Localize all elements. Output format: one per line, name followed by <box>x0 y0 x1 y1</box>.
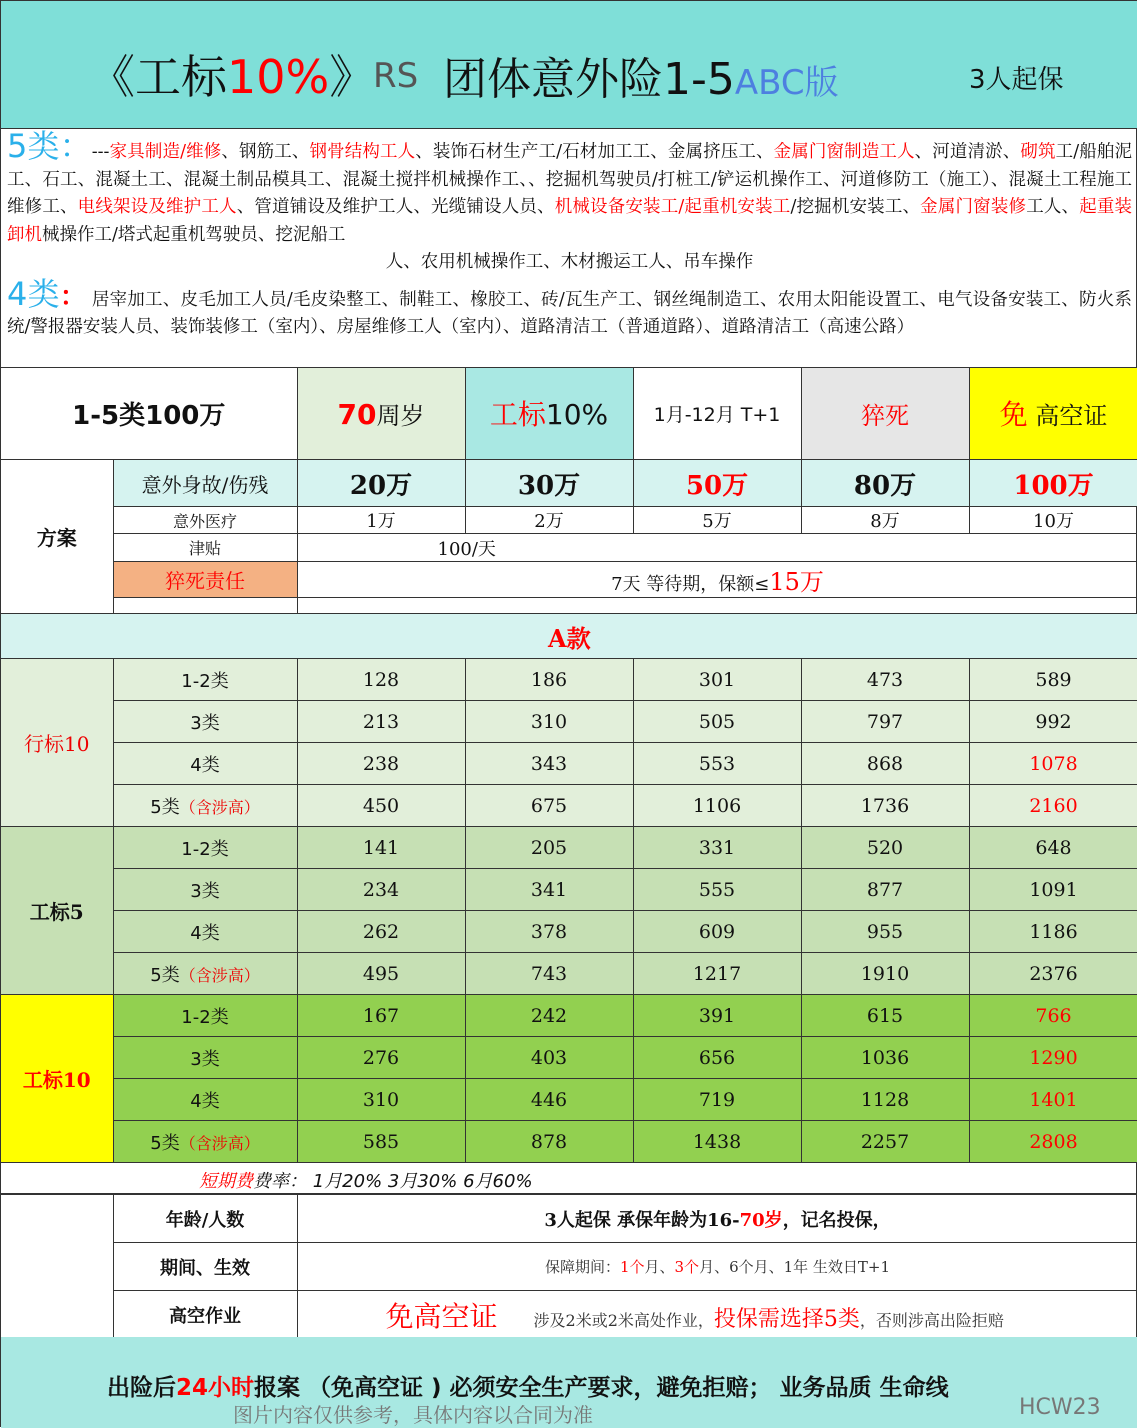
coverage-summary: 1-5类100万 <box>1 368 297 459</box>
premium-cell: 1290 <box>969 1037 1137 1079</box>
class-label <box>113 953 297 995</box>
premium-cell: 743 <box>465 953 633 995</box>
class5-list: 5类：---家具制造/维修、钢筋工、钢骨结构工人、装饰石材生产工/石材加工工、金属挤压工、金属门窗制造工人、河道清淤、砌筑工/船舶泥工、石工、混凝土工、混凝土制品模具工、混凝土搅拌机械操作工、、挖掘机驾驶员/打桩工/铲运机操作工、河道修防工（施工）、混凝土工程施工维修工、电线架设及维护工人、管道铺设及维护工人、光缆铺设人员、机械设备安装工/起重机安装工/挖掘机安装工、金属门窗装修工人、起重装卸机械操作工/塔式起重机驾驶员、挖泥船工 <box>7 127 1133 245</box>
premium-cell: 878 <box>465 1121 633 1163</box>
premium-cell: 213 <box>297 701 465 743</box>
table-row <box>1 743 1137 785</box>
class-label <box>113 1121 297 1163</box>
group-label: 行标10 <box>1 659 113 827</box>
sudden-death-terms: 7天 等待期，保额≤15万 <box>297 562 1137 598</box>
table-row <box>1 659 1137 701</box>
premium-cell: 1217 <box>633 953 801 995</box>
brand-rs: RS <box>373 56 419 96</box>
table-row <box>1 995 1137 1037</box>
class-label <box>113 659 297 701</box>
premium-cell: 276 <box>297 1037 465 1079</box>
class-name: 4类 <box>190 922 220 944</box>
class-label <box>113 995 297 1037</box>
table-row <box>1 1079 1137 1121</box>
class-name: 5类 <box>150 796 180 818</box>
premium-cell: 128 <box>297 659 465 701</box>
premium-cell: 589 <box>969 659 1137 701</box>
period-label: 期间、生效 <box>113 1243 297 1291</box>
premium-cell: 2257 <box>801 1121 969 1163</box>
premium-cell: 242 <box>465 995 633 1037</box>
occupation-text: 起重装卸机 <box>7 197 1133 245</box>
period-terms: 保障期间：1个月、3个月、6个月、1年 生效日T+1 <box>297 1243 1137 1291</box>
premium-cell: 675 <box>465 785 633 827</box>
class-label <box>113 701 297 743</box>
occupation-text: 工/船舶泥工、石工、混凝土工、混凝土制品模具工、混凝土搅拌机械操作工、、挖掘机驾驶员/打桩工/铲运机操作工、河道修防工（施工）、混凝土工程施工维修工、 <box>7 142 1133 217</box>
premium-cell: 234 <box>297 869 465 911</box>
pricing-table <box>1 613 1137 1163</box>
premium-cell: 205 <box>465 827 633 869</box>
class-note: （含涉高） <box>179 965 260 985</box>
footer-slogan: 出险后24小时报案 （免高空证 ) 必须安全生产要求，避免拒赔； 业务品质 生命线 <box>107 1375 949 1401</box>
premium-cell: 585 <box>297 1121 465 1163</box>
premium-cell: 473 <box>801 659 969 701</box>
info-table <box>1 1194 1137 1339</box>
class-name: 1-2类 <box>181 670 229 692</box>
occupation-text: 金属门窗制造工人 <box>773 142 915 162</box>
premium-cell: 310 <box>465 701 633 743</box>
grade-badge: 工标10% <box>465 368 633 459</box>
class-name: 5类 <box>150 1132 180 1154</box>
premium-cell: 378 <box>465 911 633 953</box>
period-summary: 1月-12月 T+1 <box>633 368 801 459</box>
occupation-text: 、装饰石材生产工/石材加工工、金属挤压工、 <box>415 142 774 162</box>
info-spacer <box>1 1195 113 1339</box>
age-label: 年龄/人数 <box>113 1195 297 1243</box>
class-label <box>113 911 297 953</box>
occupation-text: 钢骨结构工人 <box>309 142 416 162</box>
age-terms: 3人起保 承保年龄为16-70岁，记名投保， <box>297 1195 1137 1243</box>
table-row <box>1 869 1137 911</box>
medical-amount: 10万 <box>969 507 1137 534</box>
premium-cell: 403 <box>465 1037 633 1079</box>
occupation-text: 、河道清淤、 <box>914 142 1021 162</box>
amount-80: 80万 <box>801 460 969 507</box>
occupation-text: 工人、 <box>1026 197 1080 217</box>
premium-cell: 1078 <box>969 743 1137 785</box>
class-name: 4类 <box>190 754 220 776</box>
product-title: 团体意外险1-5ABC版 <box>443 54 839 105</box>
class-label <box>113 869 297 911</box>
premium-cell: 555 <box>633 869 801 911</box>
premium-cell: 1401 <box>969 1079 1137 1121</box>
premium-cell: 450 <box>297 785 465 827</box>
allowance-value: 100/天 <box>297 534 1137 562</box>
occupation-text: 机械设备安装工/起重机安装工 <box>554 197 791 217</box>
class-label <box>113 827 297 869</box>
table-row <box>1 1121 1137 1163</box>
occupation-text: 电线架设及维护工人 <box>77 197 237 217</box>
product-code: HCW23 <box>1019 1395 1101 1420</box>
sudden-death-label: 猝死责任 <box>113 562 297 598</box>
premium-cell: 1438 <box>633 1121 801 1163</box>
class-name: 1-2类 <box>181 1006 229 1028</box>
short-term-rate: 短期费费率： 1月20% 3月30% 6月60% <box>1 1162 1137 1194</box>
height-cert-free: 免 高空证 <box>969 368 1137 459</box>
amount-20: 20万 <box>297 460 465 507</box>
table-row <box>1 827 1137 869</box>
class-label <box>113 1037 297 1079</box>
premium-cell: 992 <box>969 701 1137 743</box>
class-label <box>113 1079 297 1121</box>
group-label: 工标10 <box>1 995 113 1163</box>
premium-cell: 1106 <box>633 785 801 827</box>
class-note: （含涉高） <box>179 1133 260 1153</box>
disclaimer: 图片内容仅供参考，具体内容以合同为准 <box>233 1403 593 1427</box>
premium-cell: 1186 <box>969 911 1137 953</box>
premium-cell: 656 <box>633 1037 801 1079</box>
medical-amount: 2万 <box>465 507 633 534</box>
premium-cell: 1128 <box>801 1079 969 1121</box>
premium-cell: 238 <box>297 743 465 785</box>
premium-cell: 553 <box>633 743 801 785</box>
premium-cell: 1091 <box>969 869 1137 911</box>
premium-cell: 2160 <box>969 785 1137 827</box>
class-name: 4类 <box>190 1090 220 1112</box>
occupation-text: 、钢筋工、 <box>221 142 310 162</box>
premium-cell: 2808 <box>969 1121 1137 1163</box>
premium-cell: 766 <box>969 995 1137 1037</box>
premium-cell: 262 <box>297 911 465 953</box>
premium-cell: 186 <box>465 659 633 701</box>
pricing-title: A款 <box>1 614 1137 659</box>
class5-tail: 人、农用机械操作工、木材搬运工人、吊车操作 <box>385 252 754 272</box>
premium-cell: 615 <box>801 995 969 1037</box>
class-label <box>113 785 297 827</box>
death-disability-label: 意外身故/伤残 <box>113 460 297 507</box>
min-people: 3人起保 <box>969 65 1064 95</box>
premium-cell: 877 <box>801 869 969 911</box>
class-name: 3类 <box>190 880 220 902</box>
amount-50: 50万 <box>633 460 801 507</box>
premium-cell: 341 <box>465 869 633 911</box>
premium-cell: 301 <box>633 659 801 701</box>
premium-cell: 648 <box>969 827 1137 869</box>
premium-cell: 505 <box>633 701 801 743</box>
class-name: 3类 <box>190 1048 220 1070</box>
title-banner <box>1 1 1137 129</box>
table-row <box>1 953 1137 995</box>
premium-cell: 520 <box>801 827 969 869</box>
class-label <box>113 743 297 785</box>
class-name: 5类 <box>150 964 180 986</box>
height-work-terms: 免高空证 涉及2米或2米高处作业，投保需选择5类，否则涉高出险拒赔 <box>297 1291 1137 1339</box>
amount-100: 100万 <box>969 460 1137 507</box>
premium-cell: 719 <box>633 1079 801 1121</box>
occupation-text: 金属门窗装修 <box>920 197 1027 217</box>
occupation-classes <box>1 129 1137 368</box>
medical-amount: 8万 <box>801 507 969 534</box>
premium-cell: 310 <box>297 1079 465 1121</box>
table-row <box>1 911 1137 953</box>
premium-cell: 141 <box>297 827 465 869</box>
sudden-death-badge: 猝死 <box>801 368 969 459</box>
premium-cell: 1910 <box>801 953 969 995</box>
occupation-text: --- <box>91 142 110 162</box>
table-row <box>1 785 1137 827</box>
table-row <box>1 701 1137 743</box>
medical-amount: 5万 <box>633 507 801 534</box>
plan-label: 方案 <box>1 460 113 614</box>
premium-cell: 343 <box>465 743 633 785</box>
amount-30: 30万 <box>465 460 633 507</box>
premium-cell: 446 <box>465 1079 633 1121</box>
footer-banner <box>1 1337 1137 1428</box>
class-name: 3类 <box>190 712 220 734</box>
plan-table <box>1 459 1137 614</box>
occupation-text: 械操作工/塔式起重机驾驶员、挖泥船工 <box>42 224 346 245</box>
class-note: （含涉高） <box>179 797 260 817</box>
premium-cell: 331 <box>633 827 801 869</box>
premium-cell: 2376 <box>969 953 1137 995</box>
table-row <box>1 1037 1137 1079</box>
premium-cell: 391 <box>633 995 801 1037</box>
title-grade: 《工标10%》 <box>89 50 376 104</box>
premium-cell: 868 <box>801 743 969 785</box>
premium-cell: 1736 <box>801 785 969 827</box>
summary-row <box>1 368 1137 460</box>
allowance-label: 津贴 <box>113 534 297 562</box>
premium-cell: 797 <box>801 701 969 743</box>
age-limit: 70周岁 <box>297 368 465 459</box>
premium-cell: 1036 <box>801 1037 969 1079</box>
occupation-text: 、管道铺设及维护工人、光缆铺设人员、 <box>236 197 555 217</box>
premium-cell: 955 <box>801 911 969 953</box>
occupation-text: /挖掘机安装工、 <box>790 197 921 217</box>
premium-cell: 167 <box>297 995 465 1037</box>
occupation-text: 砌筑 <box>1020 142 1056 162</box>
medical-amount: 1万 <box>297 507 465 534</box>
occupation-text: 家具制造/维修 <box>109 142 222 162</box>
group-label: 工标5 <box>1 827 113 995</box>
premium-cell: 495 <box>297 953 465 995</box>
class-name: 1-2类 <box>181 838 229 860</box>
class4-list: 4类： 居宰加工、皮毛加工人员/毛皮染整工、制鞋工、橡胶工、砖/瓦生产工、钢丝绳制造工、农用太阳能设置工、电气设备安装工、防火系统/警报器安装人员、装饰装修工（室内）、房屋维修工人（室内）、道路清洁工（普通道路）、道路清洁工（高速公路） <box>7 274 1132 337</box>
premium-cell: 609 <box>633 911 801 953</box>
medical-label: 意外医疗 <box>113 507 297 534</box>
height-work-label: 高空作业 <box>113 1291 297 1339</box>
